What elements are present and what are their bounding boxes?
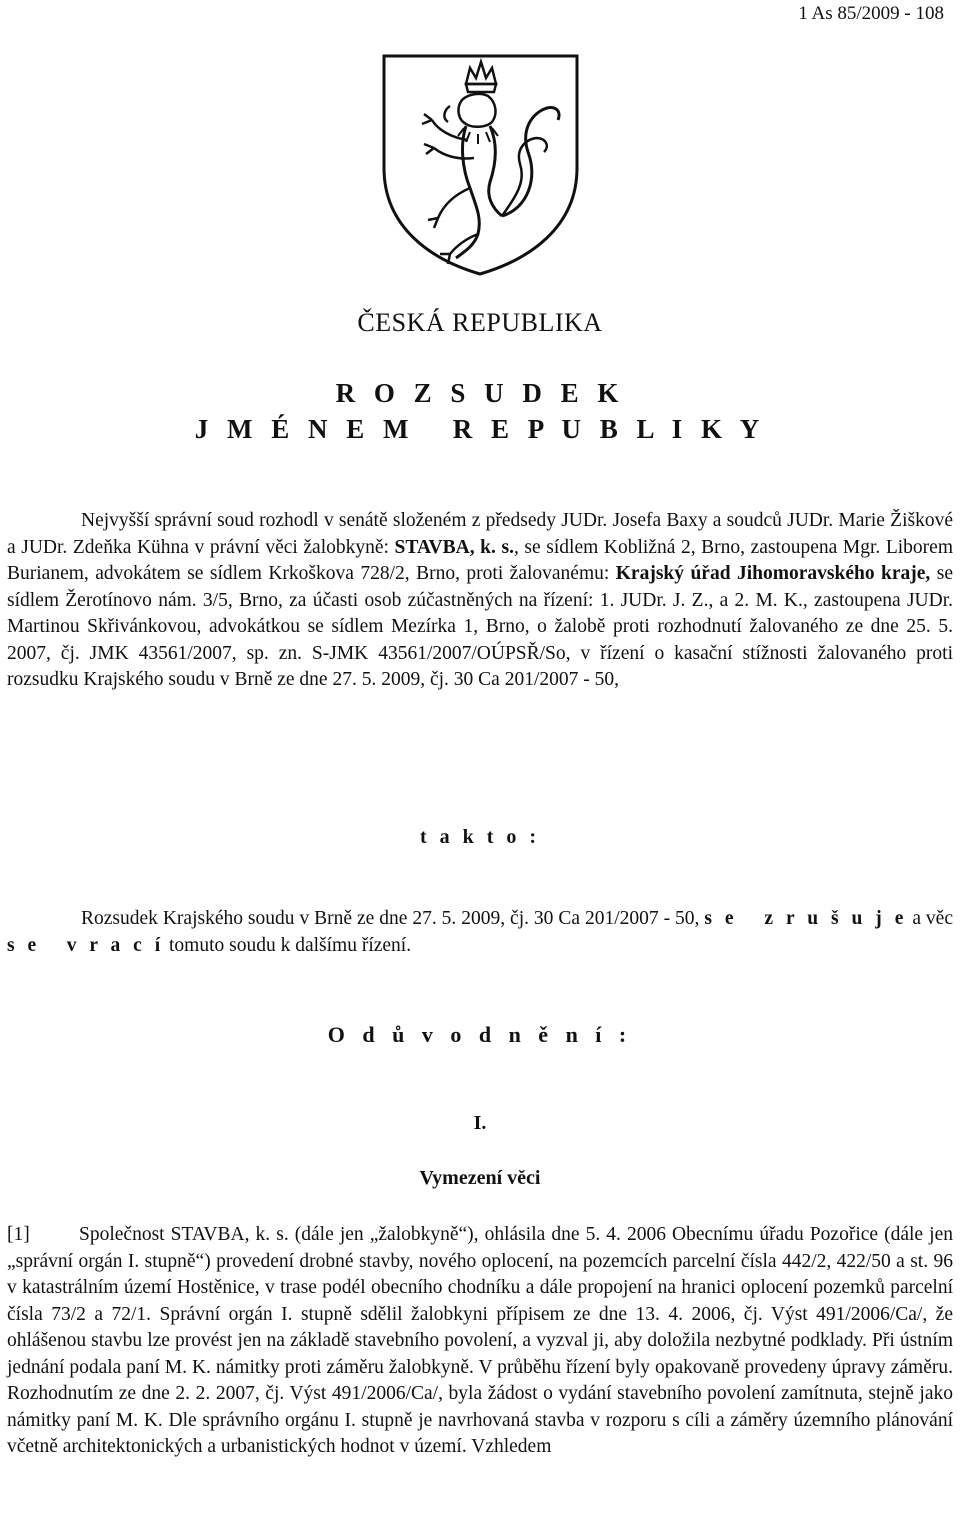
ruling-text-3: tomuto soudu k dalšímu řízení. — [164, 934, 412, 956]
paragraph-text: Společnost STAVBA, k. s. (dále jen „žalobkyně“), ohlásila dne 5. 4. 2006 Obecnímu úřadu Pozořice (dále jen „správní orgán I. stupně“) provedení drobné stavby, nového oplocení, na pozemcích parcelní čísla 442/2, 422/50 a st. 96 v katastrálním území Hostěnice, v trase podél obecního chodníku a dále propojení na hranici oplocení pozemků parcelní čísla 73/2 a 72/1. Správní orgán I. stupně sdělil žalobkyni přípisem ze dne 13. 4. 2006, čj. Výst 491/2006/Ca/, že ohlášenou stavbu lze provést jen na základě stavebního povolení, a vyzval ji, aby doložila nezbytné podklady. Při ústním jednání podala paní M. K. námitky proti záměru žalobkyně. V průběhu řízení byly opakovaně provedeny úpravy záměru. Rozhodnutím ze dne 2. 2. 2007, čj. Výst 491/2006/Ca/, byla žádost o vydání stavebního povolení zamítnuta, stejně jako námitky paní M. K. Dle správního orgánu I. stupně je navrhovaná stavba v rozporu s cíli a záměry územního plánování včetně architektonických a urbanistických hodnot v území. Vzhledem — [7, 1224, 953, 1457]
coat-of-arms-icon — [378, 48, 583, 278]
case-number: 1 As 85/2009 - 108 — [798, 3, 944, 24]
plaintiff-name: STAVBA, k. s. — [394, 536, 514, 558]
takto-heading: t a k t o : — [419, 826, 541, 848]
verdict-title — [0, 375, 960, 447]
intro-paragraph — [7, 508, 953, 694]
intro-text-2: , se sídlem Kobližná 2, Brno, zastoupena Mgr. Liborem Burianem, advokátem se sídlem Krkoškova 728/2, Brno, proti žalovanému: — [7, 536, 953, 584]
defendant-name: Krajský úřad Jihomoravského kraje, — [615, 563, 931, 584]
section-title: Vymezení věci — [419, 1167, 541, 1189]
verdict-heading: R O Z S U D E K — [335, 378, 625, 408]
ruling-annulled: s e z r u š u j e — [704, 908, 908, 929]
intro-text-1: Nejvyšší správní soud rozhodl v senátě složeném z předsedy JUDr. Josefa Baxy a soudců JUDr. Marie Žiškové a JUDr. Zdeňka Kühna v právní věci žalobkyně: — [7, 510, 953, 558]
country-heading: ČESKÁ REPUBLIKA — [357, 308, 603, 337]
ruling-returned: s e v r a c í — [7, 934, 165, 956]
ruling-text-1: Rozsudek Krajského soudu v Brně ze dne 27. 5. 2009, čj. 30 Ca 201/2007 - 50, — [81, 908, 705, 929]
section-number: I. — [473, 1112, 487, 1134]
paragraph-1 — [7, 1222, 953, 1461]
ruling-text-2: a věc — [907, 908, 953, 929]
in-name-of-republic-heading: J M É N E M R E P U B L I K Y — [194, 414, 766, 444]
paragraph-number: [1] — [7, 1224, 30, 1245]
intro-text-3: se sídlem Žerotínovo nám. 3/5, Brno, za účasti osob zúčastněných na řízení: 1. JUDr. J. Z., a 2. M. K., zastoupena JUDr. Martinou Skřivánkovou, advokátkou se sídlem Mezírka 1, Brno, o žalobě proti rozhodnutí žalovaného ze dne 25. 5. 2007, čj. JMK 43561/2007, sp. zn. S-JMK 43561/2007/OÚPSŘ/So, v řízení o kasační stížnosti žalovaného proti rozsudku Krajského soudu v Brně ze dne 27. 5. 2009, čj. 30 Ca 201/2007 - 50, — [7, 563, 953, 690]
ruling-paragraph — [7, 906, 953, 959]
reasoning-heading: O d ů v o d n ě n í : — [327, 1022, 633, 1047]
